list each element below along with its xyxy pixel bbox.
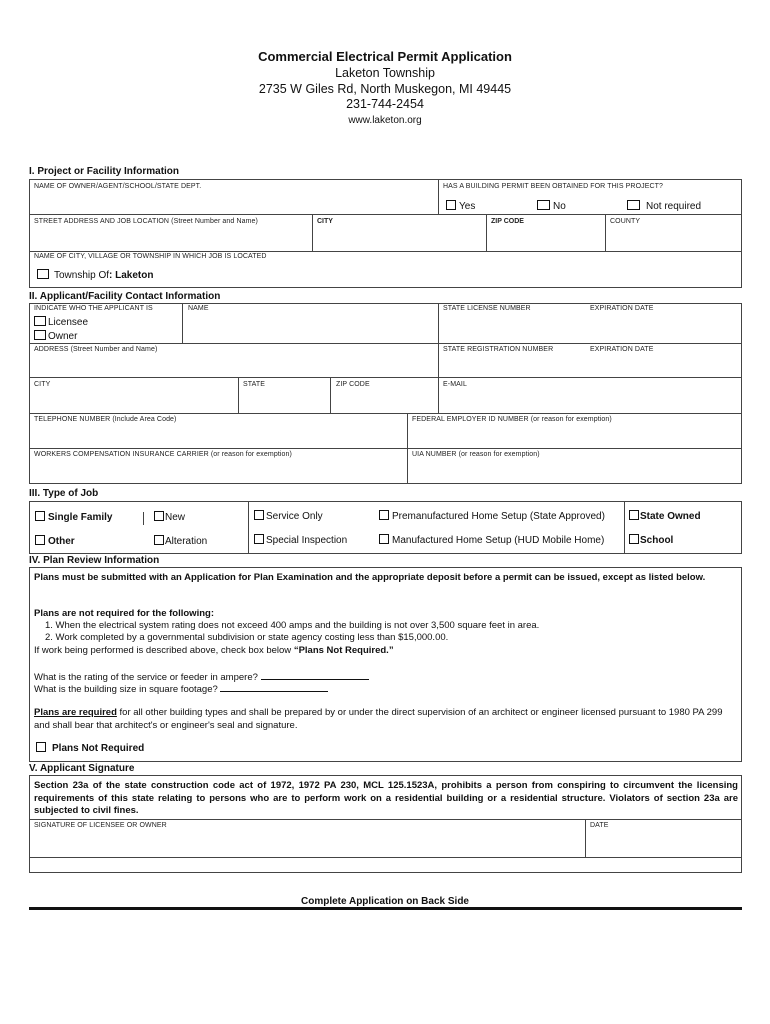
applicant-state-label: STATE [243,381,266,388]
section-3-heading: III. Type of Job [29,488,99,499]
township-option[interactable]: Township Of: Laketon [37,269,153,281]
new-checkbox[interactable] [154,511,164,521]
county-field[interactable] [610,228,738,248]
owner-name-label: NAME OF OWNER/AGENT/SCHOOL/STATE DEPT. [34,183,202,190]
permit-not-required-option[interactable]: Not required [627,200,701,212]
premanufactured-home-checkbox[interactable] [379,510,389,520]
state-owned-option[interactable]: State Owned [629,510,701,522]
if-work-instruction: If work being performed is described above, check box below “Plans Not Required.” [34,645,394,656]
applicant-type-label: INDICATE WHO THE APPLICANT IS [34,305,153,312]
applicant-state-field[interactable] [243,391,327,410]
zip-code-field[interactable] [491,228,601,248]
service-only-option[interactable]: Service Only [254,510,323,522]
applicant-zip-label: ZIP CODE [336,381,370,388]
plans-not-required-heading: Plans are not required for the following: [34,608,214,619]
applicant-address-label: ADDRESS (Street Number and Name) [34,346,158,353]
org-website: www.laketon.org [348,115,422,126]
single-family-checkbox[interactable] [35,511,45,521]
state-owned-checkbox[interactable] [629,510,639,520]
state-registration-field[interactable] [443,356,583,374]
email-label: E-MAIL [443,381,467,388]
back-side-note: Complete Application on Back Side [301,896,469,907]
exemption-item-2: 2. Work completed by a governmental subdivision or state agency costing less than $15,000.00. [45,632,449,643]
alteration-checkbox[interactable] [154,535,164,545]
section-4-heading: IV. Plan Review Information [29,555,160,566]
owner-checkbox[interactable] [34,330,46,340]
building-size-field[interactable] [220,682,328,692]
building-permit-question: HAS A BUILDING PERMIT BEEN OBTAINED FOR THIS PROJECT? [443,183,664,190]
registration-expiration-label: EXPIRATION DATE [590,346,654,353]
street-address-label: STREET ADDRESS AND JOB LOCATION (Street Number and Name) [34,218,258,225]
owner-name-field[interactable] [34,192,434,212]
form-title: Commercial Electrical Permit Application [258,49,512,64]
school-checkbox[interactable] [629,534,639,544]
other-option[interactable]: Other [35,535,75,547]
applicant-name-field[interactable] [188,315,434,339]
section-5-heading: V. Applicant Signature [29,763,135,774]
premanufactured-home-option[interactable]: Premanufactured Home Setup (State Approved) [379,510,605,522]
special-inspection-checkbox[interactable] [254,534,264,544]
state-registration-label: STATE REGISTRATION NUMBER [443,346,554,353]
service-rating-question: What is the rating of the service or feeder in ampere? [34,670,369,685]
license-expiration-field[interactable] [590,315,738,339]
permit-yes-option[interactable]: Yes [446,200,475,212]
alteration-option[interactable]: Alteration [154,535,207,547]
section-23a-statement: Section 23a of the state construction code act of 1972, 1972 PA 230, MCL 125.1523A, prohibits a person from conspiring to circumvent the licensing requirements of this state relating to persons who are to perform work on a residential building or a residential structure. Violators of section 23a are subjected to civil fines. [34,780,738,816]
workers-comp-label: WORKERS COMPENSATION INSURANCE CARRIER (or reason for exemption) [34,451,292,458]
plans-not-required-checkbox[interactable] [36,742,46,752]
fein-label: FEDERAL EMPLOYER ID NUMBER (or reason for exemption) [412,416,612,423]
building-size-question: What is the building size in square footage? [34,682,328,697]
fein-field[interactable] [412,426,738,445]
license-expiration-label: EXPIRATION DATE [590,305,654,312]
township-label: NAME OF CITY, VILLAGE OR TOWNSHIP IN WHICH JOB IS LOCATED [34,253,267,260]
applicant-city-field[interactable] [34,391,234,410]
county-label: COUNTY [610,218,641,225]
applicant-city-label: CITY [34,381,51,388]
school-option[interactable]: School [629,534,673,546]
email-field[interactable] [443,391,738,410]
org-name: Laketon Township [335,66,435,80]
exemption-item-1: 1. When the electrical system rating does not exceed 400 amps and the building is not over 3,500 square feet in area. [45,620,540,631]
state-license-label: STATE LICENSE NUMBER [443,305,531,312]
signature-label: SIGNATURE OF LICENSEE OR OWNER [34,822,167,829]
permit-no-checkbox[interactable] [537,200,550,210]
footer-rule [29,907,742,910]
signature-field[interactable] [34,832,581,854]
permit-not-required-checkbox[interactable] [627,200,640,210]
licensee-checkbox[interactable] [34,316,46,326]
service-only-checkbox[interactable] [254,510,264,520]
other-checkbox[interactable] [35,535,45,545]
uia-label: UIA NUMBER (or reason for exemption) [412,451,540,458]
permit-no-option[interactable]: No [537,200,566,212]
date-field[interactable] [590,832,738,854]
section-4-box [29,567,742,762]
owner-option[interactable]: Owner [34,330,77,342]
manufactured-home-option[interactable]: Manufactured Home Setup (HUD Mobile Home) [379,534,604,546]
manufactured-home-checkbox[interactable] [379,534,389,544]
applicant-name-label: NAME [188,305,209,312]
street-address-field[interactable] [34,228,308,248]
township-checkbox[interactable] [37,269,49,279]
zip-code-label: ZIP CODE [491,218,524,225]
single-family-option[interactable]: Single Family [35,511,112,523]
plans-intro: Plans must be submitted with an Application for Plan Examination and the appropriate deposit before a permit can be issued, except as listed below. [34,572,706,583]
telephone-field[interactable] [34,426,403,445]
org-address: 2735 W Giles Rd, North Muskegon, MI 49445 [258,82,512,96]
permit-yes-checkbox[interactable] [446,200,456,210]
city-field[interactable] [317,228,482,248]
workers-comp-field[interactable] [34,461,403,481]
licensee-option[interactable]: Licensee [34,316,88,328]
telephone-label: TELEPHONE NUMBER (Include Area Code) [34,416,177,423]
plans-not-required-option[interactable]: Plans Not Required [36,742,144,754]
date-label: DATE [590,822,609,829]
uia-field[interactable] [412,461,738,481]
service-rating-field[interactable] [261,670,369,680]
applicant-zip-field[interactable] [336,391,434,410]
section-1-heading: I. Project or Facility Information [29,166,180,177]
applicant-address-field[interactable] [34,356,434,374]
registration-expiration-field[interactable] [590,356,738,374]
city-label: CITY [317,218,333,225]
special-inspection-option[interactable]: Special Inspection [254,534,347,546]
section-2-heading: II. Applicant/Facility Contact Information [29,291,221,302]
plans-required-text: Plans are required for all other building types and shall be prepared by or under the direct supervision of an architect or engineer licensed pursuant to 1980 PA 299 and shall bear that architect's or engineer's seal and signature. [34,707,723,731]
new-option[interactable]: New [154,511,185,523]
org-phone: 231-744-2454 [346,97,424,111]
state-license-field[interactable] [443,315,583,339]
